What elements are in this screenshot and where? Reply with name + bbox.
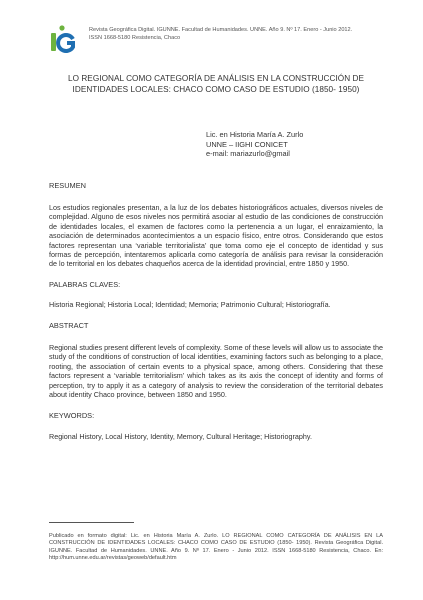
keywords-text: Regional History, Local History, Identity, Memory, Cultural Heritage; Historiography. <box>49 432 312 441</box>
journal-line: Revista Geográfica Digital. IGUNNE. Facultad de Humanidades. UNNE. Año 9. Nº 17. Enero - Junio 2012. <box>89 27 353 33</box>
author-affiliation: UNNE – IIGHI CONICET <box>206 139 288 149</box>
palabras-claves-text: Historia Regional; Historia Local; Identidad; Memoria; Patrimonio Cultural; Historiografía. <box>49 300 331 309</box>
palabras-claves-heading: PALABRAS CLAVES: <box>49 280 121 289</box>
keywords-heading: KEYWORDS: <box>49 411 95 420</box>
abstract-heading: ABSTRACT <box>49 321 89 330</box>
author-name: Lic. en Historia María A. Zurlo <box>206 130 304 139</box>
issn-line: ISSN 1668-5180 Resistencia, Chaco <box>89 35 181 42</box>
journal-header <box>49 22 393 56</box>
journal-info <box>89 26 393 42</box>
journal-logo <box>49 24 77 54</box>
footnote-divider <box>49 522 134 523</box>
resumen-heading: RESUMEN <box>49 181 86 190</box>
resumen-text: Los estudios regionales presentan, a la luz de los debates historiográficos actuales, diversos niveles de complejidad. Alguno de esos niveles nos permitirá asociar al estudio de las condiciones de construcción de identidades locales, el examen de factores como la pertenencia a un lugar, el enraizamiento, la asociación de determinados acontecimientos a un espacio físico, entre otros. Considerando que estos factores representan una ‘variable territorialista’ que toma como eje el concepto de identidad y sus formas de percepción, intentaremos aplicarla como categoría de análisis para revisar la consideración de lo territorial en los debates chaqueños acerca de la identidad provincial, entre 1850 y 1950. <box>49 203 383 269</box>
article-title: LO REGIONAL COMO CATEGORÍA DE ANÁLISIS EN LA CONSTRUCCIÓN DE IDENTIDADES LOCALES: CHACO COMO CASO DE ESTUDIO (1850- 1950) <box>68 74 364 94</box>
footnote: Publicado en formato digital: Lic. en Historia María A. Zurlo. LO REGIONAL COMO CATEGORÍA DE ANÁLISIS EN LA CONSTRUCCIÓN DE IDENTIDADES LOCALES: CHACO COMO CASO DE ESTUDIO (1850- 1950). Revista Geográfica Digital. IGUNNE. Facultad de Humanidades. UNNE. Año 9. Nº 17. Enero - Junio 2012. ISSN 1668-5180 Resistencia, Chaco. En: http://hum.unne.edu.ar/revistas/geoweb/default.htm <box>49 533 383 562</box>
abstract-text: Regional studies present different levels of complexity. Some of these levels will allow us to associate the study of the conditions of construction of local identities, examining factors such as belonging to a place, rooting, the association of certain events to a physical space, among others. Considering that these factors represent a ‘variable territorialism’ which takes as its axis the concept of identity and forms of perception, try to apply it as a category of analysis to review the consideration of the territorial debates about identity Chaco province, between 1850 and 1950. <box>49 343 383 400</box>
author-email: e-mail: mariazurlo@gmail <box>206 149 290 158</box>
author-block <box>206 130 403 159</box>
